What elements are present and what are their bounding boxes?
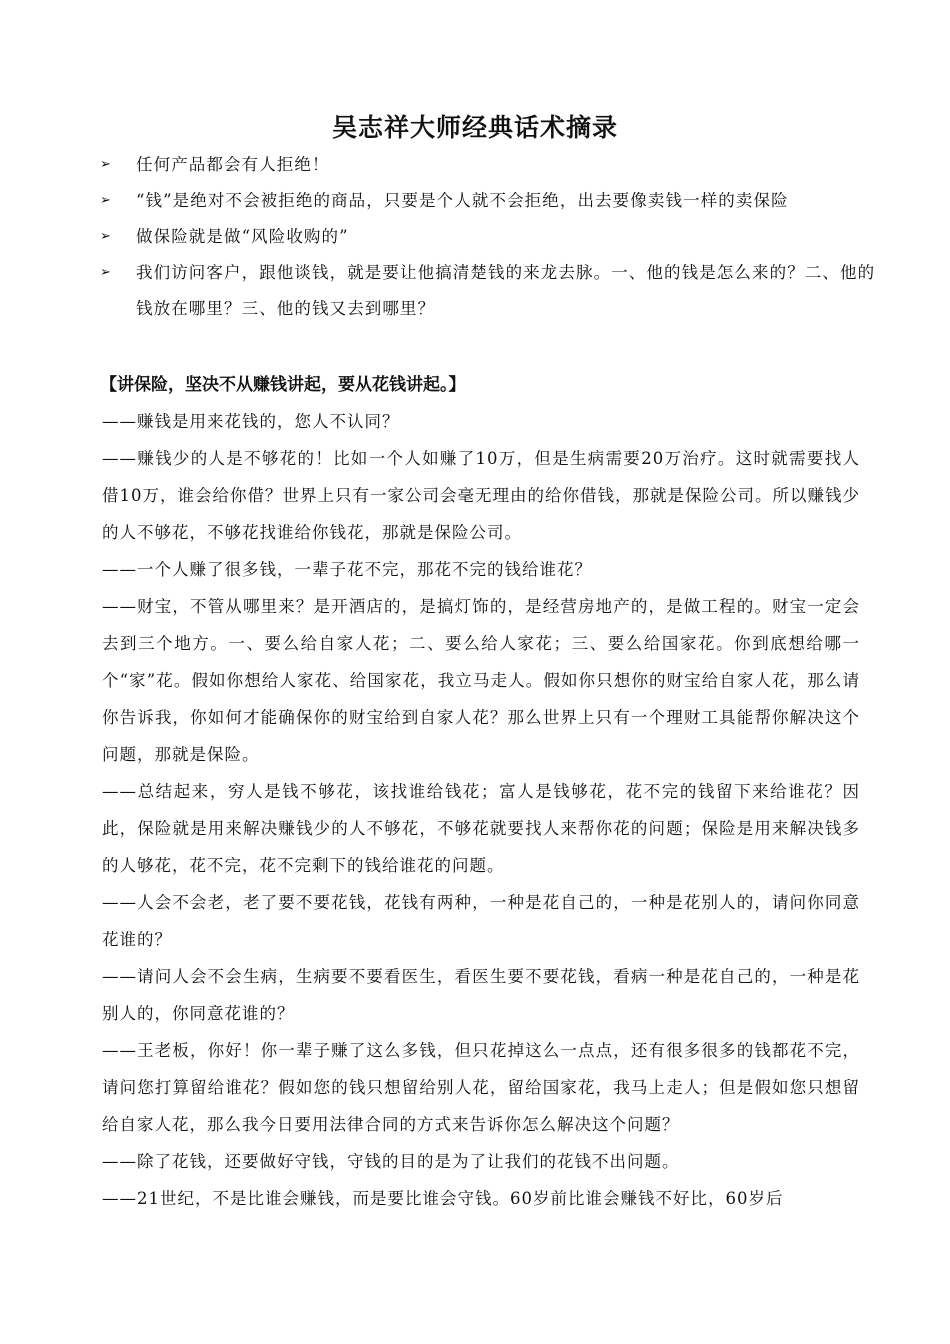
paragraph: ——21世纪，不是比谁会赚钱，而是要比谁会守钱。60岁前比谁会赚钱不好比，60岁后 [102,1189,784,1208]
bullet-item [0,219,950,255]
arrow-bullet-icon: ➢ [100,229,112,244]
bullet-text: 我们访问客户，跟他谈钱，就是要让他搞清楚钱的来龙去脉。一、他的钱是怎么来的？二、他的钱放在哪里？三、他的钱又去到哪里？ [136,263,876,318]
bullet-text: 做保险就是做“风险收购的” [136,227,349,246]
bullet-text: “钱”是绝对不会被拒绝的商品，只要是个人就不会拒绝，出去要像卖钱一样的卖保险 [136,191,789,210]
paragraph: ——赚钱少的人是不够花的！比如一个人如赚了10万，但是生病需要20万治疗。这时就需要找人借10万，谁会给你借？世界上只有一家公司会毫无理由的给你借钱，那就是保险公司。所以赚钱少的人不够花，不够花找谁给你钱花，那就是保险公司。 [102,449,860,542]
paragraph: ——除了花钱，还要做好守钱，守钱的目的是为了让我们的花钱不出问题。 [102,1152,680,1171]
section-heading: 【讲保险，坚决不从赚钱讲起，要从花钱讲起。】 [100,375,466,395]
paragraph: ——请问人会不会生病，生病要不要看医生，看医生要不要花钱，看病一种是花自己的，一种是花别人的，你同意花谁的？ [102,967,860,1023]
paragraph: ——财宝，不管从哪里来？是开酒店的，是搞灯饰的，是经营房地产的，是做工程的。财宝一定会去到三个地方。一、要么给自家人花；二、要么给人家花；三、要么给国家花。你到底想给哪一个“家”花。假如你想给人家花、给国家花，我立马走人。假如你只想你的财宝给自家人花，那么请你告诉我，你如何才能确保你的财宝给到自家人花？那么世界上只有一个理财工具能帮你解决这个问题，那就是保险。 [102,597,860,764]
bullet-text: 任何产品都会有人拒绝！ [136,155,330,174]
bullet-item [0,255,950,327]
arrow-bullet-icon: ➢ [100,265,112,280]
paragraph: ——总结起来，穷人是钱不够花，该找谁给钱花；富人是钱够花，花不完的钱留下来给谁花？因此，保险就是用来解决赚钱少的人不够花，不够花就要找人来帮你花的问题；保险是用来解决钱多的人够花，花不完，花不完剩下的钱给谁花的问题。 [102,782,860,875]
paragraph: ——王老板，你好！你一辈子赚了这么多钱，但只花掉这么一点点，还有很多很多的钱都花不完，请问您打算留给谁花？假如您的钱只想留给别人花，留给国家花，我马上走人；但是假如您只想留给自家人花，那么我今日要用法律合同的方式来告诉你怎么解决这个问题？ [102,1041,860,1134]
arrow-bullet-icon: ➢ [100,193,112,208]
paragraph: ——一个人赚了很多钱，一辈子花不完，那花不完的钱给谁花？ [102,560,592,579]
body-text [102,403,860,1217]
bullet-item [0,147,950,183]
paragraph: ——人会不会老，老了要不要花钱，花钱有两种，一种是花自己的，一种是花别人的，请问你同意花谁的？ [102,893,860,949]
document-title: 吴志祥大师经典话术摘录 [331,113,618,142]
arrow-bullet-icon: ➢ [100,157,112,172]
bullet-list [0,147,950,327]
paragraph: ——赚钱是用来花钱的，您人不认同？ [102,412,400,431]
bullet-item [0,183,950,219]
